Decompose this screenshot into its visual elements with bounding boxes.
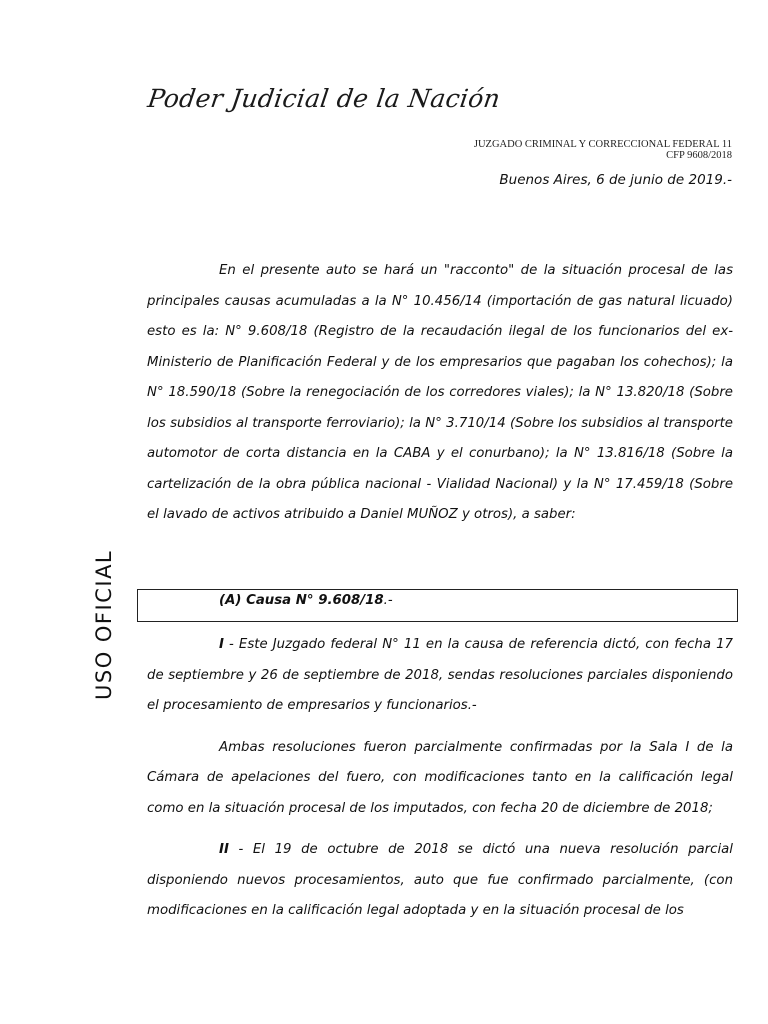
section-heading-title: (A) Causa N° 9.608/18 bbox=[219, 593, 384, 608]
intro-paragraph: En el presente auto se hará un "racconto" de la situación procesal de las principales causas acumuladas a la N° 10.456/14 (importación de gas natural licuado) esto es la: N° 9.608/18 (Registro de la recaudación ilegal de los funcionarios del ex-Ministerio de Planificación Federal y de los empresarios que pagaban los cohechos); la N° 18.590/18 (Sobre la renegociación de los corredores viales); la N° 13.820/18 (Sobre los subsidios al transporte ferroviario); la N° 3.710/14 (Sobre los subsidios al transporte automotor de corta distancia en la CABA y el conurbano); la N° 13.816/18 (Sobre la cartelización de la obra pública nacional - Vialidad Nacional) y la N° 17.459/18 (Sobre el lavado de activos atribuido a Daniel MUÑOZ y otros), a saber: bbox=[147, 263, 733, 522]
paragraph-i bbox=[147, 630, 733, 722]
court-info bbox=[474, 139, 732, 161]
dateline: Buenos Aires, 6 de junio de 2019.- bbox=[499, 172, 732, 188]
paragraph-i-text: - Este Juzgado federal N° 11 en la causa de referencia dictó, con fecha 17 de septiembre y 26 de septiembre de 2018, sendas resoluciones parciales disponiendo el procesamiento de empresarios y funcionarios.- bbox=[147, 637, 733, 713]
paragraph-ii bbox=[147, 835, 733, 927]
intro-section bbox=[147, 256, 733, 531]
court-name: JUZGADO CRIMINAL Y CORRECCIONAL FEDERAL 11 bbox=[473, 139, 732, 150]
section-heading-suffix: .- bbox=[383, 593, 393, 608]
paragraph-i-numeral: I bbox=[219, 637, 224, 652]
section-heading bbox=[219, 591, 393, 611]
paragraph-ii-text: - El 19 de octubre de 2018 se dictó una nueva resolución parcial disponiendo nuevos procesamientos, auto que fue confirmado parcialmente, (con modificaciones en la calificación legal adoptada y en la situación procesal de los bbox=[147, 842, 733, 918]
paragraph-ii-numeral: II bbox=[219, 842, 229, 857]
paragraph-ambas: Ambas resoluciones fueron parcialmente confirmadas por la Sala I de la Cámara de apelaciones del fuero, con modificaciones tanto en la calificación legal como en la situación procesal de los imputados, con fecha 20 de diciembre de 2018; bbox=[147, 739, 733, 816]
section-body bbox=[147, 630, 733, 927]
case-number: CFP 9608/2018 bbox=[666, 150, 732, 161]
uso-oficial-watermark: USO OFICIAL bbox=[92, 549, 116, 700]
page-header-title: Poder Judicial de la Nación bbox=[145, 84, 503, 113]
